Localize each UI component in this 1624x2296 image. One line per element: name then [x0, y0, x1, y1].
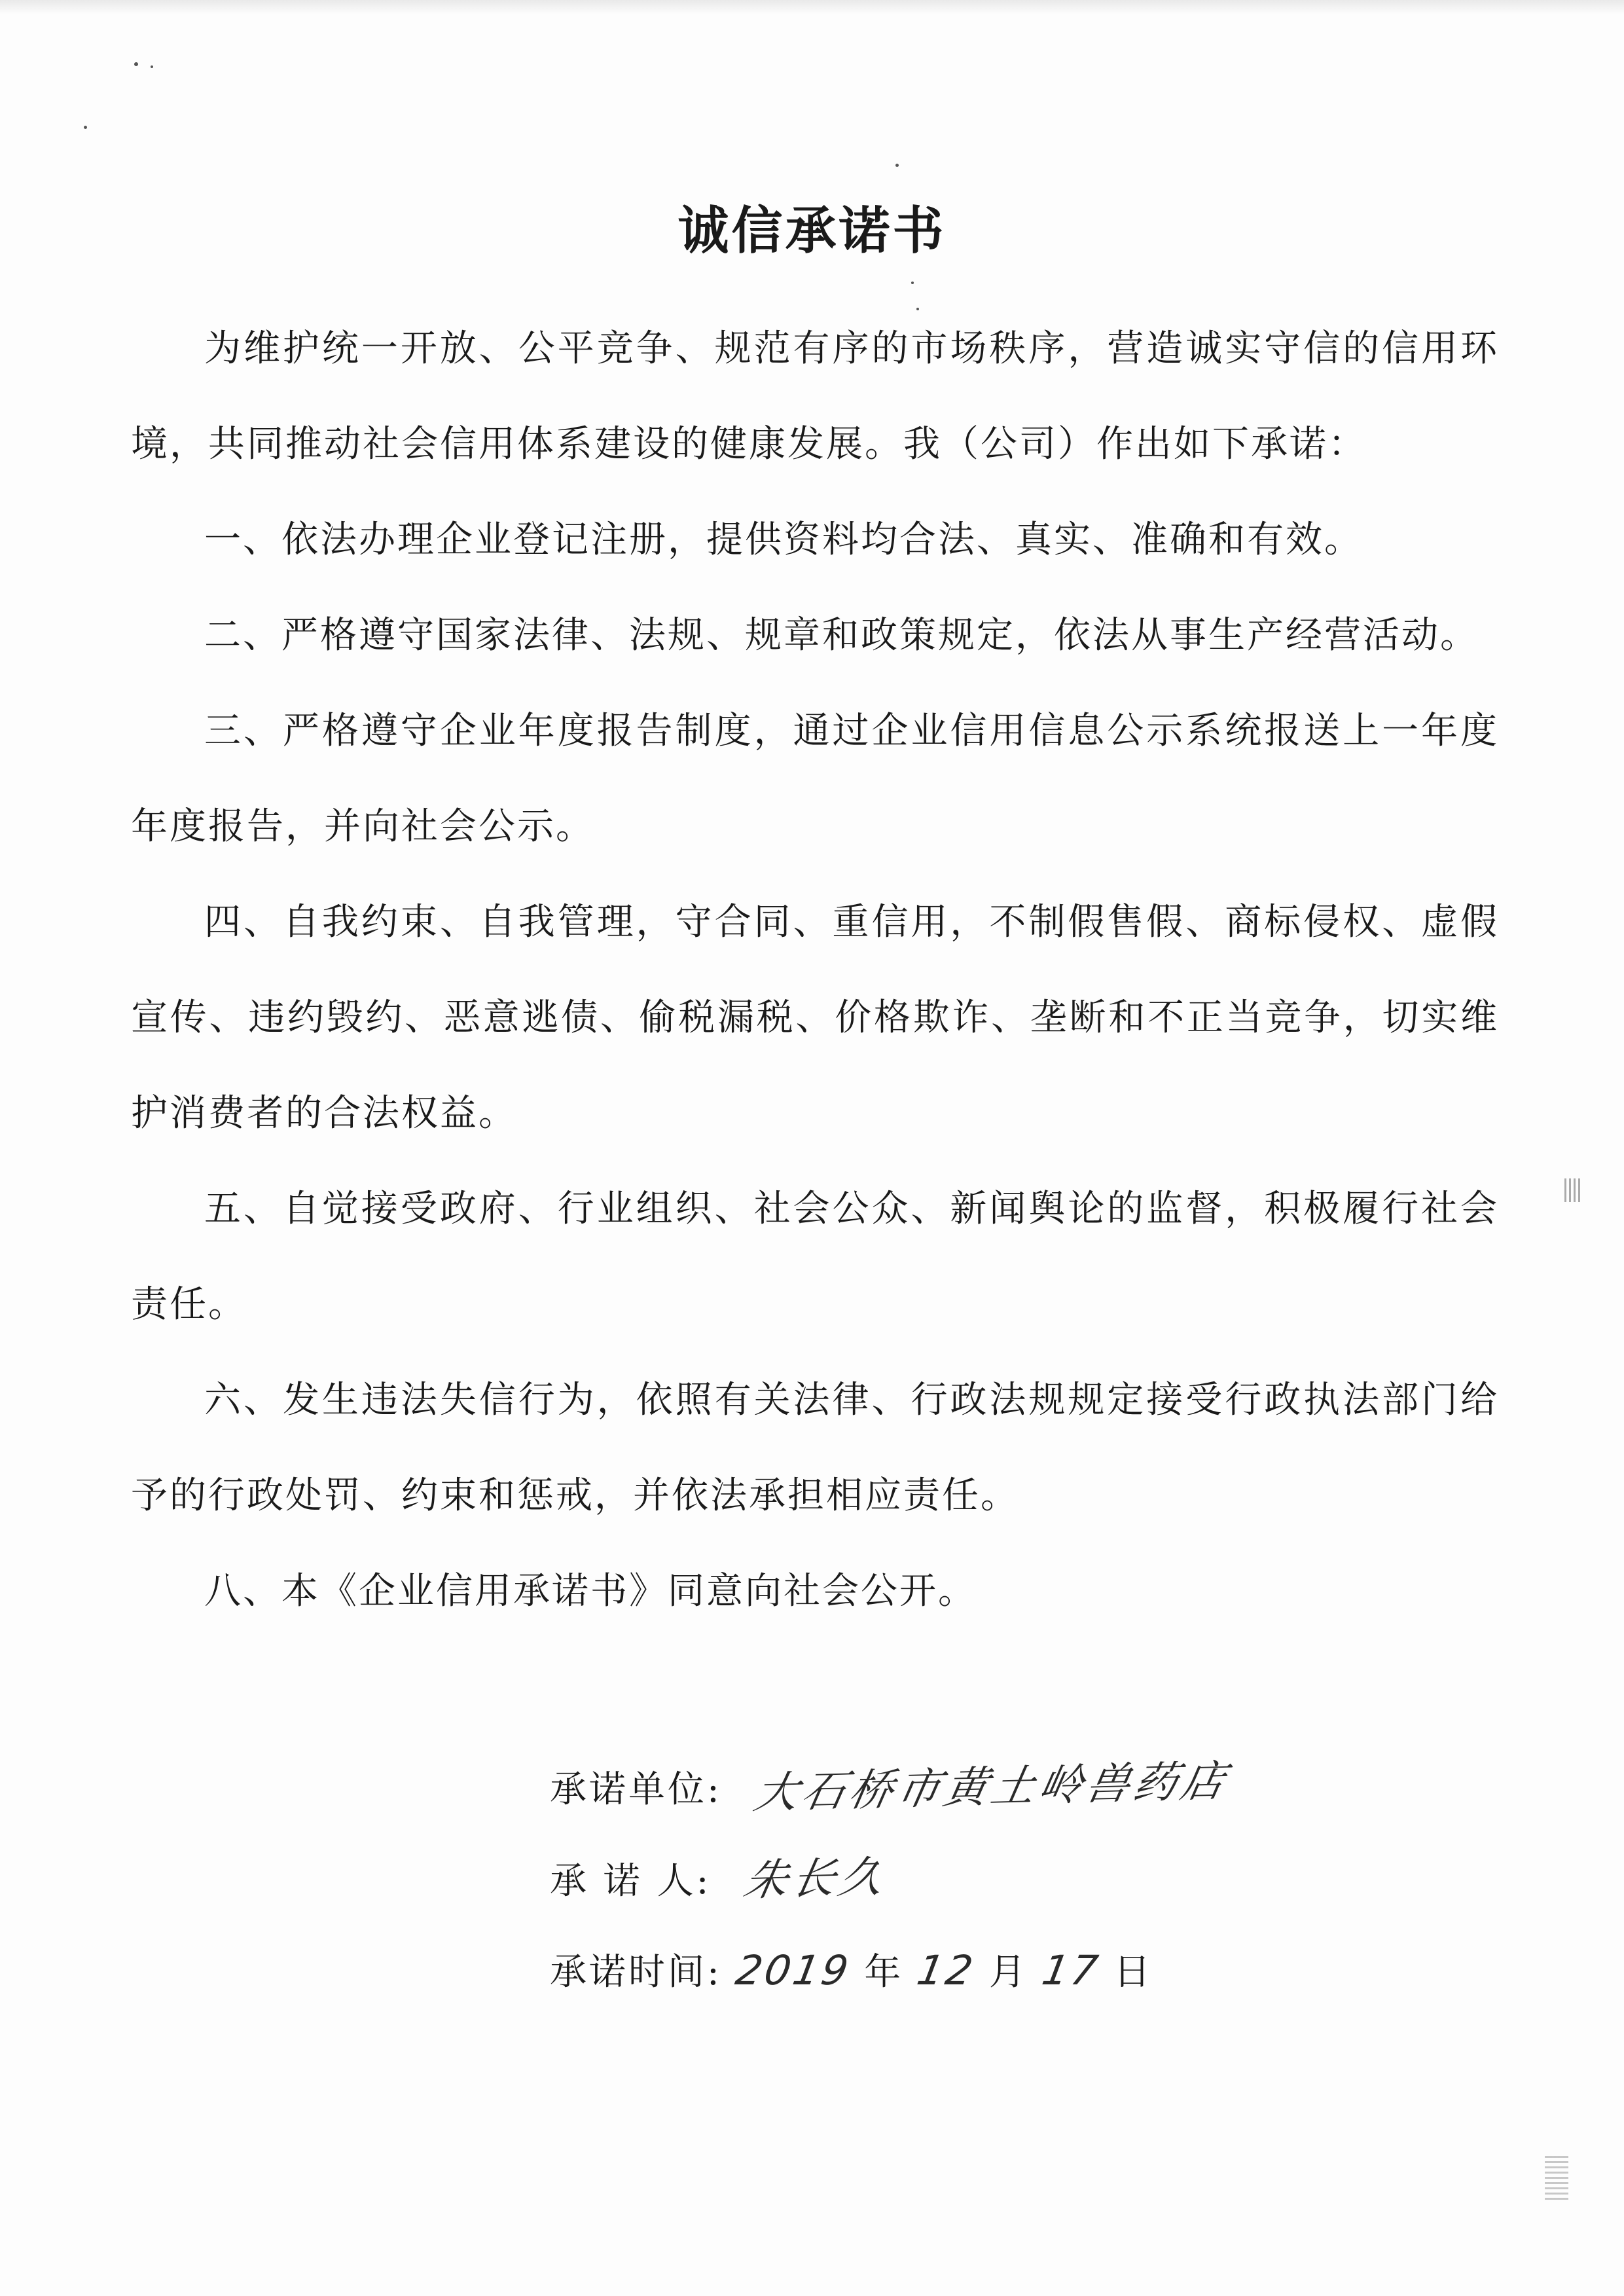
date-month-handwritten: 12 [913, 1946, 979, 1994]
scan-speck [151, 65, 153, 68]
unit-label: 承诺单位: [550, 1768, 722, 1811]
commitment-item-3: 三、严格遵守企业年度报告制度，通过企业信用信息公示系统报送上一年度年度报告，并向社会公示。 [131, 710, 1499, 848]
intro-paragraph: 为维护统一开放、公平竞争、规范有序的市场秩序，营造诚实守信的信用环境，共同推动社会信用体系建设的健康发展。我（公司）作出如下承诺： [131, 327, 1499, 465]
scan-artifact [1564, 1178, 1583, 1202]
date-year-handwritten: 2019 [732, 1946, 855, 1994]
document-body [131, 301, 1499, 1639]
person-label: 承 诺 人: [550, 1860, 712, 1903]
person-signature: 朱长久 [740, 1851, 892, 1906]
date-month-char: 月 [988, 1951, 1028, 1994]
date-day-char: 日 [1113, 1951, 1153, 1994]
signoff-unit-row [550, 1741, 1233, 1833]
signoff-date-row [550, 1925, 1227, 2016]
commitment-item-4: 四、自我约束、自我管理，守合同、重信用，不制假售假、商标侵权、虚假宣传、违约毁约、恶意逃债、偷税漏税、价格欺诈、垄断和不正当竞争，切实维护消费者的合法权益。 [131, 901, 1499, 1135]
scan-speck [84, 126, 87, 129]
scan-edge [0, 0, 1624, 14]
scan-speck [895, 164, 899, 167]
unit-handwritten: 大石桥市黄土岭兽药店 [749, 1755, 1233, 1819]
commitment-item-8: 八、本《企业信用承诺书》同意向社会公开。 [204, 1570, 977, 1613]
scan-speck [134, 62, 138, 66]
commitment-item-5: 五、自觉接受政府、行业组织、社会公众、新闻舆论的监督，积极履行社会责任。 [131, 1188, 1499, 1326]
scan-artifact [1545, 2154, 1568, 2200]
document-title: 诚信承诺书 [677, 202, 947, 261]
commitment-item-1: 一、依法办理企业登记注册，提供资料均合法、真实、准确和有效。 [204, 519, 1363, 561]
commitment-item-6: 六、发生违法失信行为，依照有关法律、行政法规规定接受行政执法部门给予的行政处罚、约束和惩戒，并依法承担相应责任。 [131, 1379, 1499, 1517]
date-day-handwritten: 17 [1038, 1946, 1104, 1994]
commitment-item-2: 二、严格遵守国家法律、法规、规章和政策规定，依法从事生产经营活动。 [204, 614, 1479, 657]
date-label: 承诺时间: [550, 1951, 722, 1994]
scan-speck [911, 282, 914, 284]
signoff-block [550, 1741, 1233, 2016]
signoff-person-row [550, 1833, 1227, 1925]
date-year-char: 年 [864, 1951, 904, 1994]
